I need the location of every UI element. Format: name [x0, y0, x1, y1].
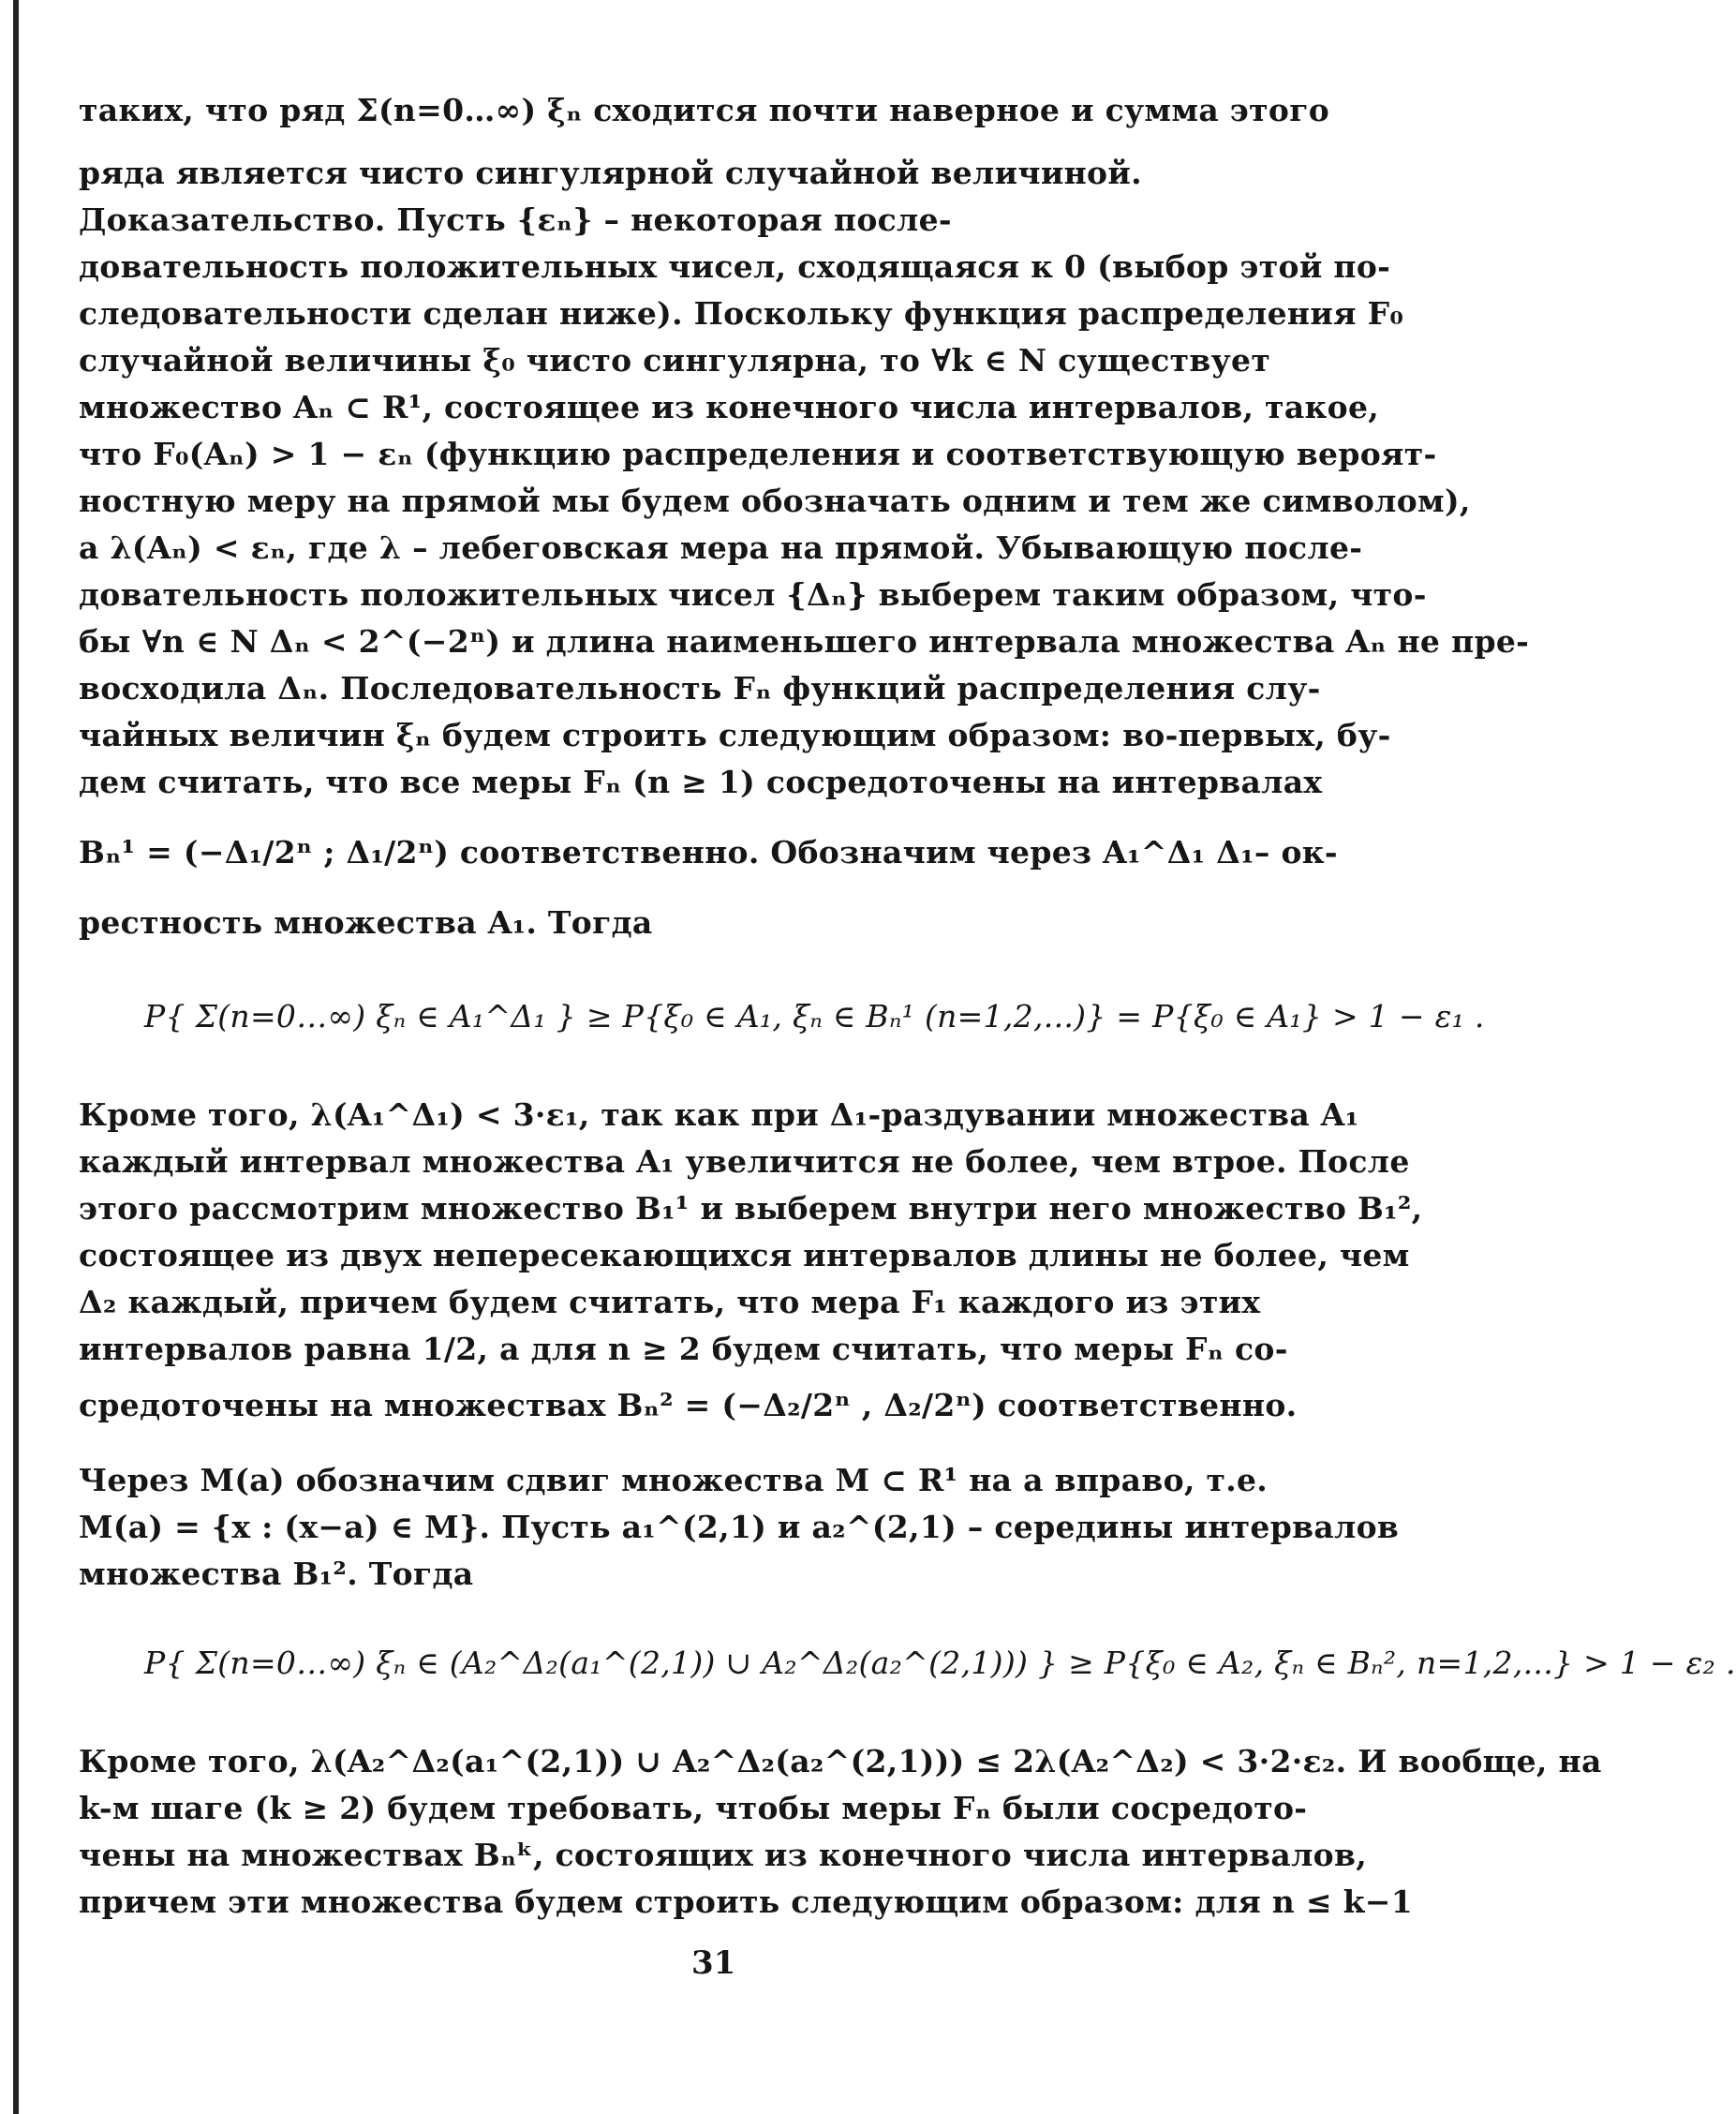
formula-line: P{ Σ(n=0…∞) ξₙ ∈ (A₂^Δ₂(a₁^(2,1)) ∪ A₂^Δ₂(a₂^(2,1))) } ≥ P{ξ₀ ∈ A₂, ξₙ ∈ Bₙ², n=1,2,...} > 1 − ε₂ .	[144, 1645, 1736, 1681]
page-number: 31	[691, 1944, 736, 1982]
text-line: каждый интервал множества A₁ увеличится не более, чем втрое. После	[79, 1143, 1410, 1180]
text-line: чены на множествах Bₙᵏ, состоящих из конечного числа интервалов,	[79, 1837, 1367, 1873]
text-line: Кроме того, λ(A₁^Δ₁) < 3·ε₁, так как при Δ₁-раздувании множества A₁	[79, 1096, 1359, 1133]
text-line: множество Aₙ ⊂ R¹, состоящее из конечного числа интервалов, такое,	[79, 389, 1380, 425]
text-line: этого рассмотрим множество B₁¹ и выберем внутри него множество B₁²,	[79, 1190, 1423, 1227]
text-line: средоточены на множествах Bₙ² = (−Δ₂/2ⁿ , Δ₂/2ⁿ) соответственно.	[79, 1387, 1298, 1423]
text-line: рестность множества A₁. Тогда	[79, 904, 653, 941]
text-line: Через M(a) обозначим сдвиг множества M ⊂ R¹ на a вправо, т.е.	[79, 1462, 1269, 1498]
text-line: интервалов равна 1/2, а для n ≥ 2 будем считать, что меры Fₙ со-	[79, 1331, 1288, 1367]
text-line: а λ(Aₙ) < εₙ, где λ – лебеговская мера на прямой. Убывающую после-	[79, 529, 1363, 566]
text-line: ностную меру на прямой мы будем обозначать одним и тем же символом),	[79, 483, 1471, 519]
text-line: чайных величин ξₙ будем строить следующим образом: во-первых, бу-	[79, 717, 1391, 753]
text-line: восходила Δₙ. Последовательность Fₙ функций распределения слу-	[79, 670, 1321, 707]
text-line: Кроме того, λ(A₂^Δ₂(a₁^(2,1)) ∪ A₂^Δ₂(a₂^(2,1))) ≤ 2λ(A₂^Δ₂) < 3·2·ε₂. И вообще, на	[79, 1743, 1602, 1779]
text-line: Bₙ¹ = (−Δ₁/2ⁿ ; Δ₁/2ⁿ) соответственно. Обозначим через A₁^Δ₁ Δ₁– ок-	[79, 834, 1338, 871]
text-line: множества B₁². Тогда	[79, 1556, 474, 1592]
text-line: дем считать, что все меры Fₙ (n ≥ 1) сосредоточены на интервалах	[79, 764, 1323, 800]
text-line: M(a) = {x : (x−a) ∈ M}. Пусть a₁^(2,1) и a₂^(2,1) – середины интервалов	[79, 1509, 1400, 1545]
text-line: ряда является чисто сингулярной случайной величиной.	[79, 155, 1142, 191]
text-line: состоящее из двух непересекающихся интервалов длины не более, чем	[79, 1237, 1410, 1273]
text-line: бы ∀n ∈ N Δₙ < 2^(−2ⁿ) и длина наименьшего интервала множества Aₙ не пре-	[79, 623, 1530, 660]
text-line: Δ₂ каждый, причем будем считать, что мера F₁ каждого из этих	[79, 1284, 1261, 1320]
text-line: Доказательство. Пусть {εₙ} – некоторая после-	[79, 201, 952, 238]
text-line: случайной величины ξ₀ чисто сингулярна, то ∀k ∈ N существует	[79, 342, 1271, 379]
text-line: причем эти множества будем строить следующим образом: для n ≤ k−1	[79, 1883, 1413, 1920]
text-line: довательность положительных чисел, сходящаяся к 0 (выбор этой по-	[79, 248, 1391, 285]
text-line: k-м шаге (k ≥ 2) будем требовать, чтобы меры Fₙ были сосредото-	[79, 1790, 1308, 1826]
scan-left-edge	[13, 0, 19, 2114]
text-line: следовательности сделан ниже). Поскольку функция распределения F₀	[79, 295, 1404, 332]
text-line: довательность положительных чисел {Δₙ} выберем таким образом, что-	[79, 576, 1427, 613]
text-line: таких, что ряд Σ(n=0…∞) ξₙ сходится почти наверное и сумма этого	[79, 92, 1330, 128]
text-line: что F₀(Aₙ) > 1 − εₙ (функцию распределения и соответствующую вероят-	[79, 436, 1437, 472]
formula-line: P{ Σ(n=0…∞) ξₙ ∈ A₁^Δ₁ } ≥ P{ξ₀ ∈ A₁, ξₙ ∈ Bₙ¹ (n=1,2,...)} = P{ξ₀ ∈ A₁} > 1 − ε₁ .	[144, 998, 1485, 1035]
